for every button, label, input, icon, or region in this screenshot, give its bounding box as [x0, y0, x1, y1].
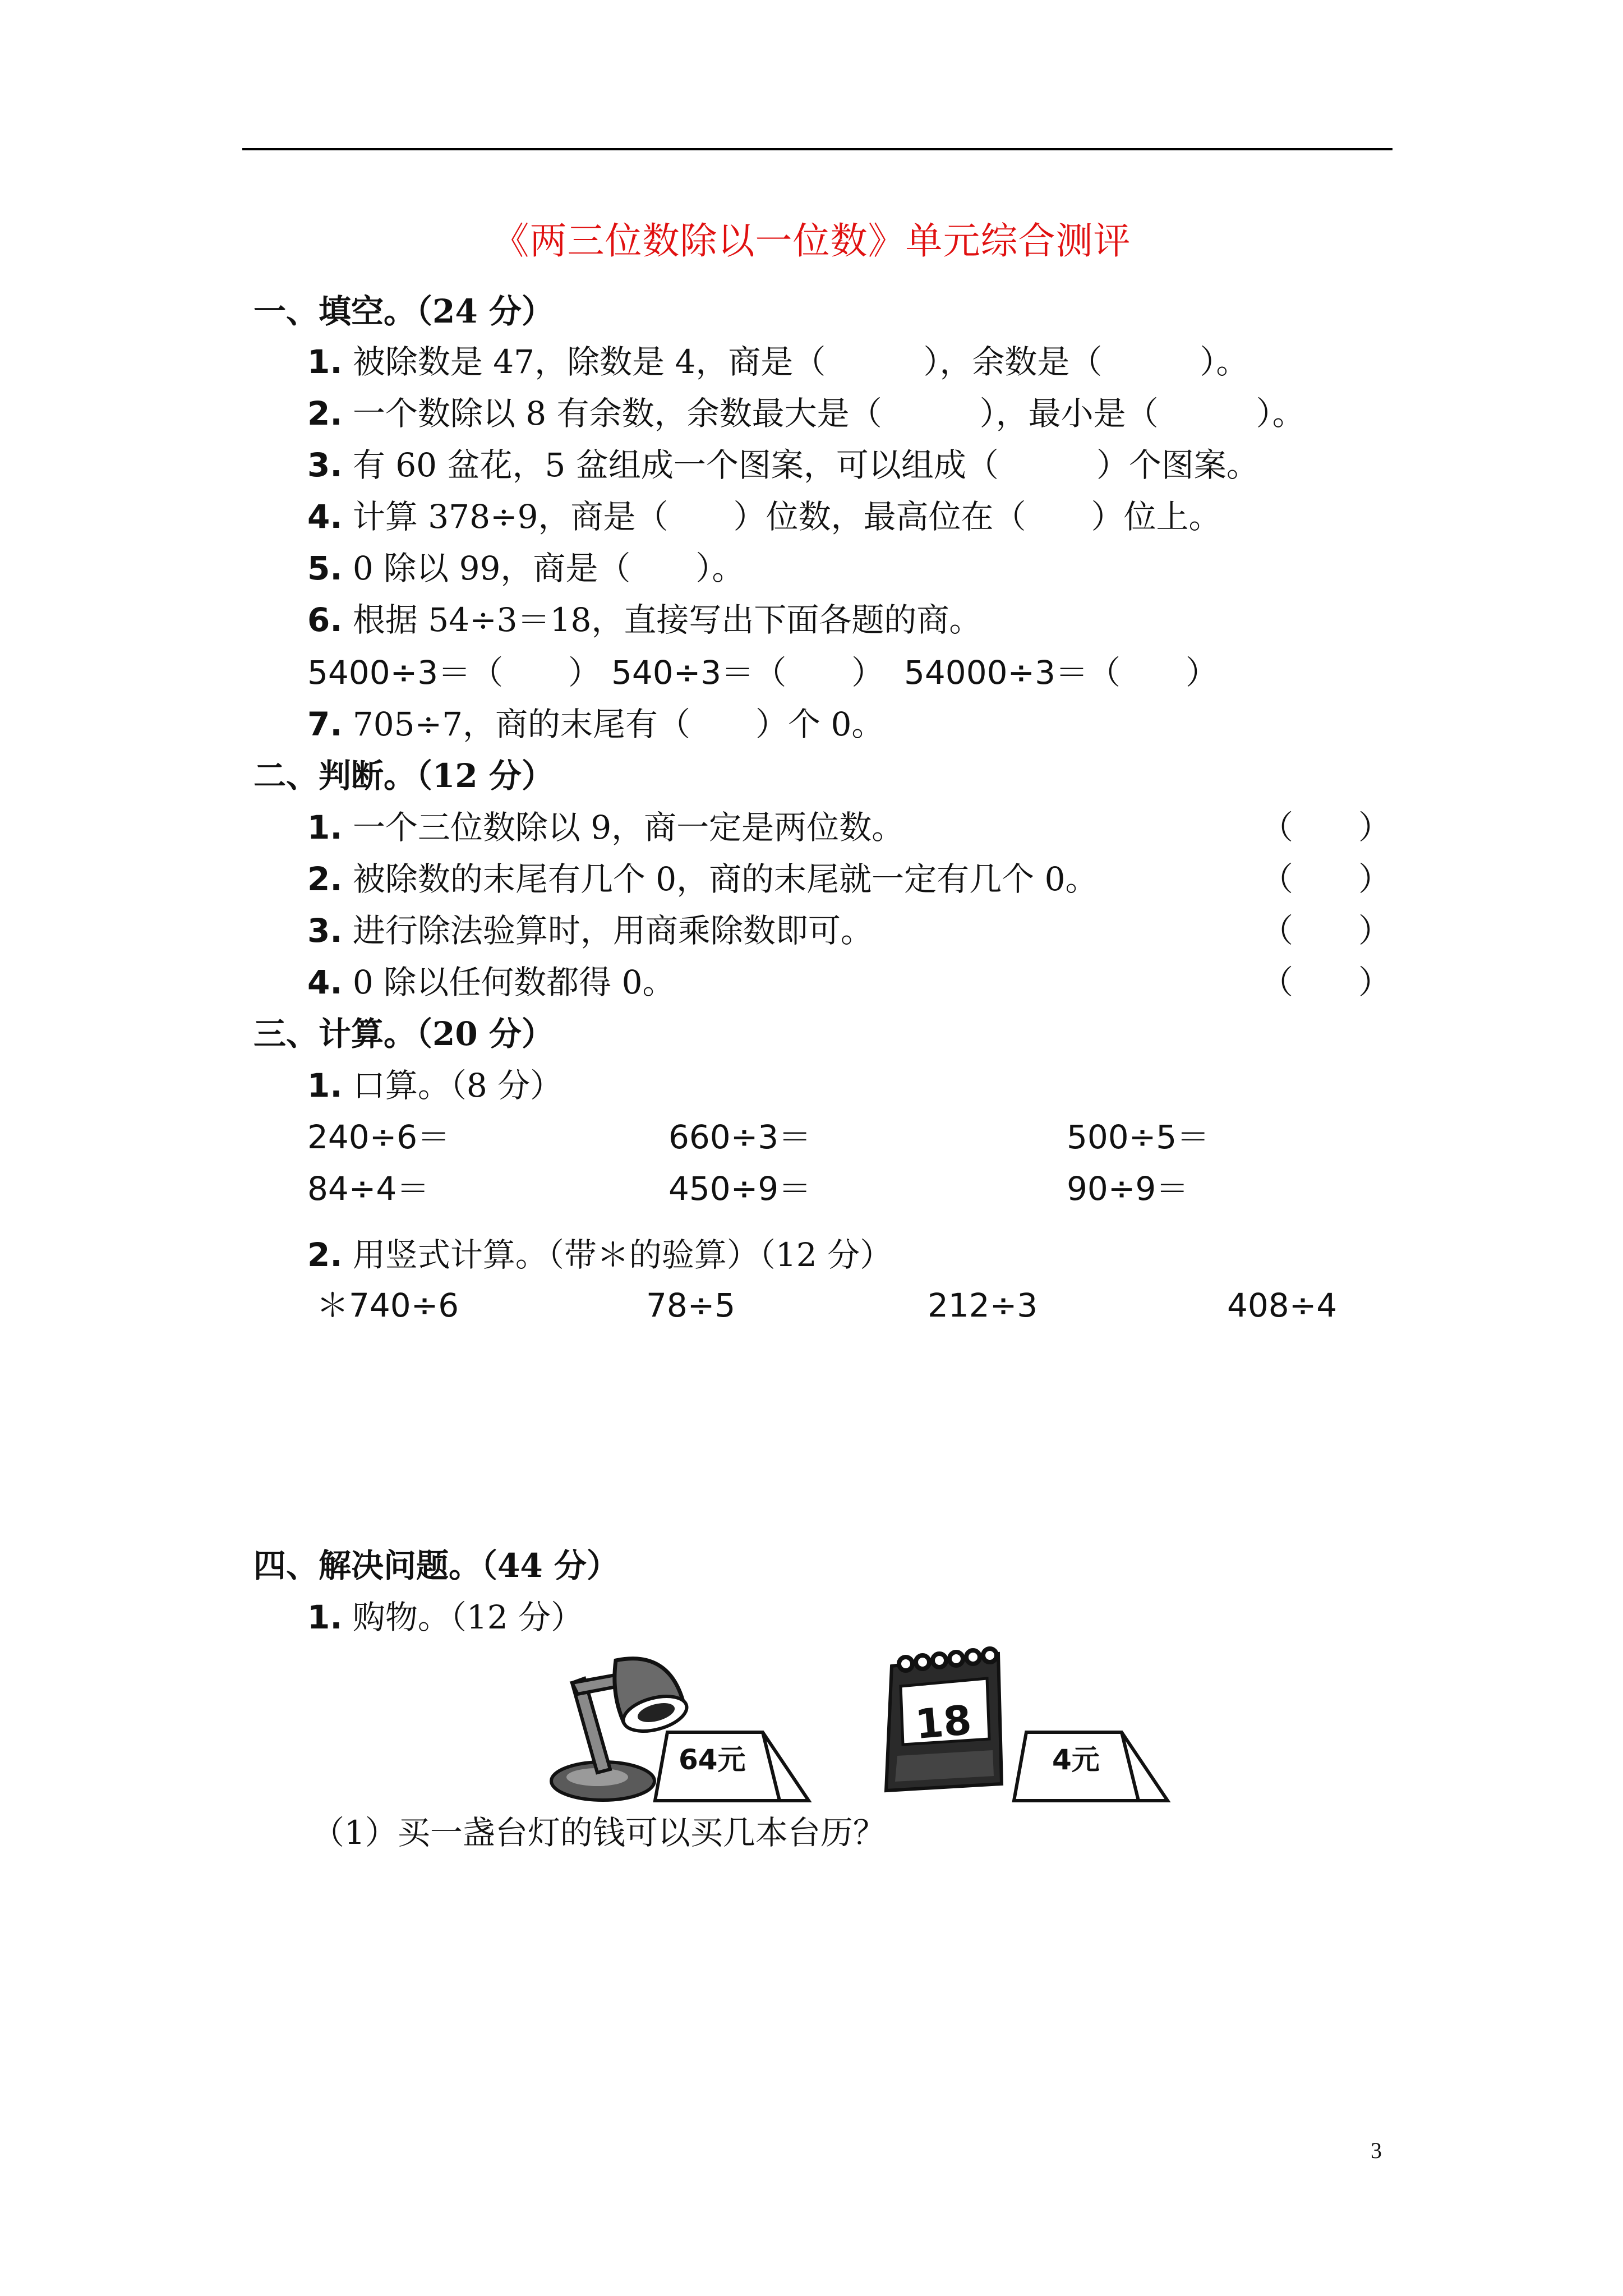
- fill-q6: [307, 601, 982, 639]
- fill-q1: [307, 343, 1249, 381]
- fill-q3: [307, 446, 1259, 484]
- page-number: 3: [1371, 2138, 1382, 2163]
- q-number: 2.: [307, 1236, 343, 1274]
- judge-item: [307, 963, 675, 1001]
- q-text: 根据 54÷3＝18，直接写出下面各题的商。: [352, 601, 982, 639]
- q-text: 用竖式计算。（带＊的验算）（12 分）: [352, 1236, 893, 1274]
- calendar-price-label: 4元: [1052, 1743, 1100, 1776]
- oral-item: 660÷3＝: [668, 1118, 811, 1156]
- answer-parentheses: （ ）: [1261, 808, 1391, 846]
- lamp-price-label: 64元: [679, 1743, 746, 1776]
- q-text: 被除数的末尾有几个 0，商的末尾就一定有几个 0。: [352, 860, 1098, 898]
- section3-heading: 三、计算。（20 分）: [253, 1015, 554, 1053]
- q-number: 7.: [307, 705, 343, 743]
- q-text: 购物。（12 分）: [352, 1598, 584, 1636]
- vertical-heading: [307, 1236, 893, 1274]
- page-title: 《两三位数除以一位数》单元综合测评: [492, 219, 1131, 263]
- q6-item: 540÷3＝（ ）: [611, 654, 884, 692]
- shopping-subquestion-1: （1）买一盏台灯的钱可以买几本台历？: [312, 1814, 886, 1852]
- q-text: 计算 378÷9，商是（ ）位数，最高位在（ ）位上。: [352, 498, 1221, 536]
- q-number: 1.: [307, 808, 343, 846]
- q-text: 口算。（8 分）: [352, 1066, 563, 1105]
- q-number: 6.: [307, 601, 343, 639]
- oral-item: 90÷9＝: [1067, 1170, 1189, 1208]
- fill-q4: [307, 498, 1221, 536]
- q-number: 1.: [307, 1066, 343, 1105]
- oral-item: 240÷6＝: [307, 1118, 450, 1156]
- q-text: 0 除以任何数都得 0。: [352, 963, 675, 1001]
- vertical-item: 78÷5: [646, 1286, 736, 1324]
- answer-parentheses: （ ）: [1261, 860, 1391, 898]
- fill-q5: [307, 549, 745, 587]
- judge-item: [307, 860, 1098, 898]
- section2-heading: 二、判断。（12 分）: [253, 757, 554, 795]
- q-number: 3.: [307, 446, 343, 484]
- q-text: 0 除以 99，商是（ ）。: [352, 549, 745, 587]
- q-number: 1.: [307, 343, 343, 381]
- oral-item: 84÷4＝: [307, 1170, 430, 1208]
- judge-item: [307, 808, 905, 846]
- oral-item: 500÷5＝: [1067, 1118, 1210, 1156]
- judge-item: [307, 912, 873, 950]
- q-number: 1.: [307, 1598, 343, 1636]
- section4-heading: 四、解决问题。（44 分）: [253, 1547, 619, 1585]
- q-text: 一个数除以 8 有余数，余数最大是（ ），最小是（ ）。: [352, 394, 1305, 432]
- q6-item: 5400÷3＝（ ）: [307, 654, 601, 692]
- q-number: 2.: [307, 394, 343, 432]
- q-number: 4.: [307, 963, 343, 1001]
- answer-parentheses: （ ）: [1261, 912, 1391, 950]
- vertical-item: ＊740÷6: [316, 1286, 459, 1324]
- fill-q2: [307, 394, 1305, 432]
- q6-item: 54000÷3＝（ ）: [904, 654, 1219, 692]
- header-rule: [242, 148, 1393, 150]
- q-text: 进行除法验算时，用商乘除数即可。: [352, 912, 873, 950]
- calendar-day-number: 18: [913, 1696, 974, 1749]
- oral-item: 450÷9＝: [668, 1170, 811, 1208]
- q-text: 有 60 盆花，5 盆组成一个图案，可以组成（ ）个图案。: [352, 446, 1259, 484]
- q-number: 3.: [307, 912, 343, 950]
- fill-q7: [307, 705, 884, 743]
- q-text: 705÷7，商的末尾有（ ）个 0。: [352, 705, 884, 743]
- q-number: 5.: [307, 549, 343, 587]
- vertical-item: 408÷4: [1227, 1286, 1338, 1324]
- shopping-heading: [307, 1598, 584, 1636]
- section1-heading: 一、填空。（24 分）: [253, 292, 554, 330]
- q-number: 4.: [307, 498, 343, 536]
- answer-parentheses: （ ）: [1261, 963, 1391, 1001]
- oral-heading: [307, 1066, 563, 1105]
- vertical-item: 212÷3: [928, 1286, 1038, 1324]
- q-number: 2.: [307, 860, 343, 898]
- q-text: 一个三位数除以 9，商一定是两位数。: [352, 808, 905, 846]
- q-text: 被除数是 47，除数是 4，商是（ ），余数是（ ）。: [352, 343, 1249, 381]
